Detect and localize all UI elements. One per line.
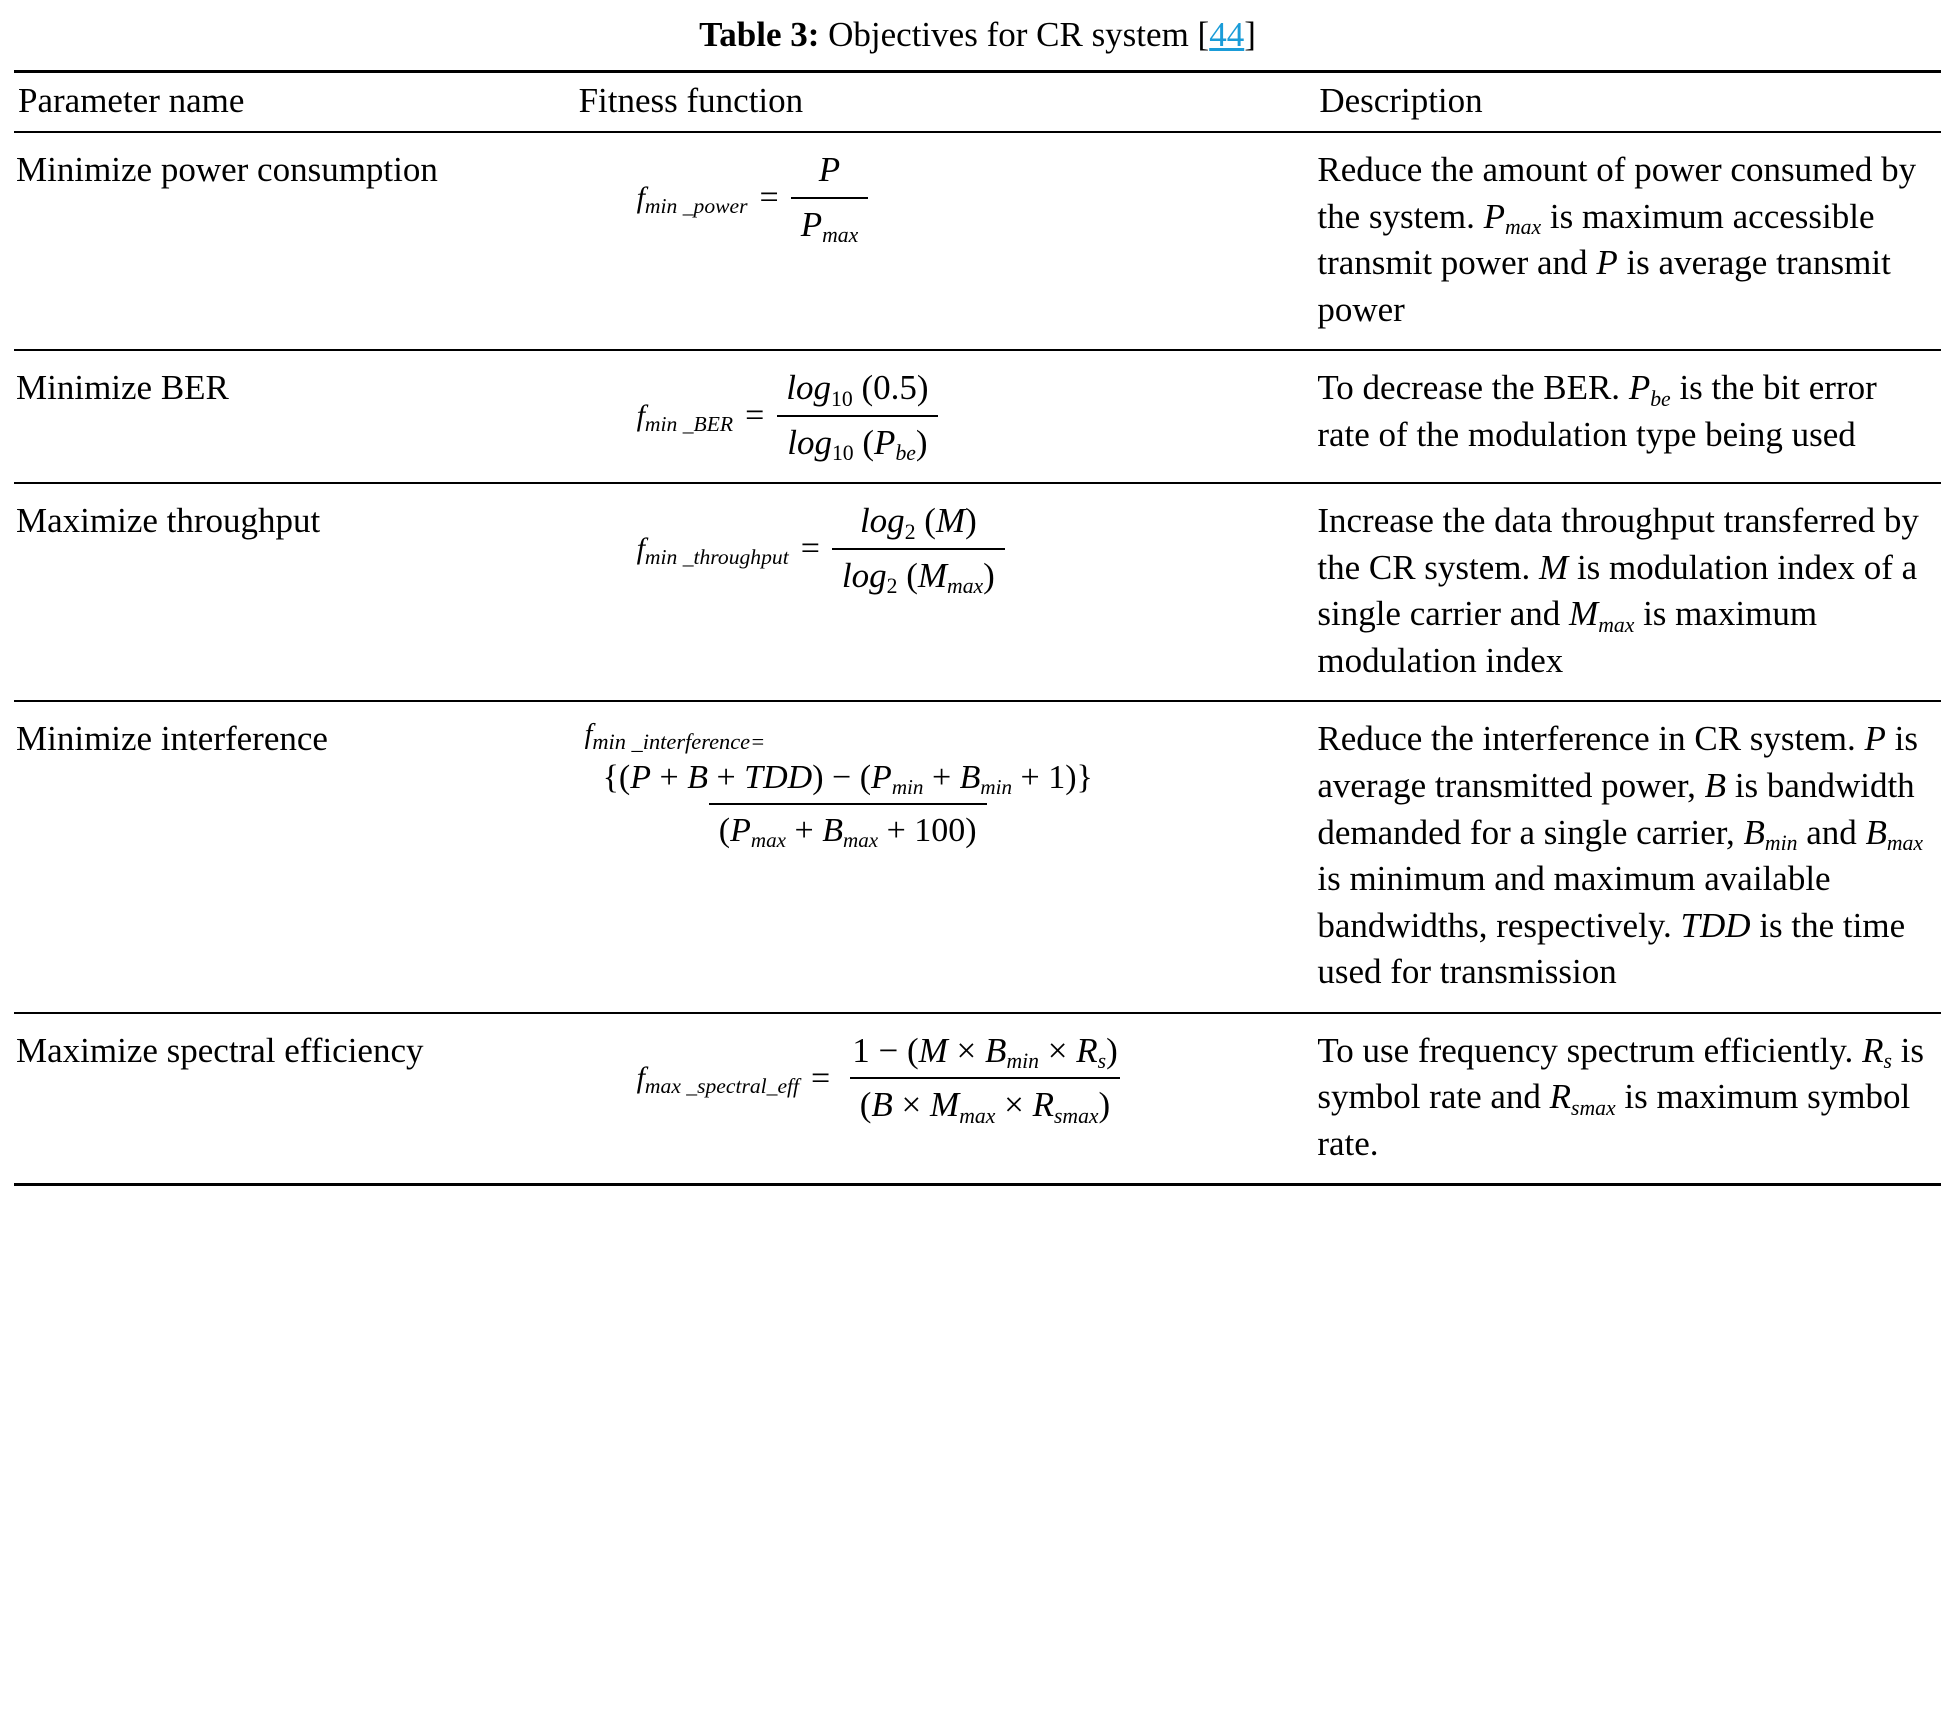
table-row xyxy=(14,1013,1941,1185)
header-fitness-function: Fitness function xyxy=(575,72,1316,133)
fraction-numerator: $\log_{10} (0.5)$ xyxy=(786,368,929,411)
table-row xyxy=(14,350,1941,483)
citation-link-44[interactable]: 44 xyxy=(1209,15,1245,54)
formula-name: $f_{max \_spectral\_eff}$ xyxy=(636,1061,800,1099)
equals-sign: = xyxy=(745,397,765,435)
row-fitness-function xyxy=(575,132,1316,350)
fraction-denominator: $(P_{max} + B_{max} + 100)$ xyxy=(709,803,987,853)
row-fitness-function xyxy=(575,1013,1316,1185)
row-parameter-name: Maximize spectral efficiency xyxy=(14,1013,575,1185)
row-parameter-name: Minimize interference xyxy=(14,701,575,1012)
row-description: To use frequency spectrum efficiently. $R_s$ is symbol rate and $R_{smax}$ is maximum symbol rate. xyxy=(1315,1013,1941,1185)
caption-bracket-close: ] xyxy=(1244,15,1256,54)
row-fitness-function xyxy=(575,350,1316,483)
header-parameter-name: Parameter name xyxy=(14,72,575,133)
fraction-denominator: $P_{max}$ xyxy=(791,197,869,249)
objectives-table xyxy=(14,70,1941,1186)
fraction xyxy=(593,755,1103,853)
fraction-numerator: $\log_2 (M)$ xyxy=(859,501,977,544)
row-description: Reduce the interference in CR system. P is average transmitted power, B is bandwidth demanded for a single carrier, $B_{min}$ and $B_{max}$ is minimum and maximum available bandwidths, respectively. TDD is the time used for transmission xyxy=(1315,701,1941,1012)
row-parameter-name: Minimize power consumption xyxy=(14,132,575,350)
row-fitness-function xyxy=(575,701,1316,1012)
equals-sign: = xyxy=(800,530,820,568)
fraction-numerator: $\{(P + B + TDD) - (P_{min} + B_{min} + 1)\}$ xyxy=(602,758,1093,800)
formula-min-interference xyxy=(577,716,1310,853)
equals-sign: = xyxy=(759,178,779,216)
fraction-numerator: $1 - (M \times B_{min} \times R_s)$ xyxy=(852,1030,1118,1074)
table-row xyxy=(14,701,1941,1012)
row-description: To decrease the BER. $P_{be}$ is the bit error rate of the modulation type being used xyxy=(1315,350,1941,483)
fraction-denominator: $\log_{10} (P_{be})$ xyxy=(777,415,937,467)
row-description: Increase the data throughput transferred by the CR system. M is modulation index of a single carrier and $M_{max}$ is maximum modulation index xyxy=(1315,483,1941,701)
caption-bracket-open: [ xyxy=(1197,15,1210,54)
table-row xyxy=(14,132,1941,350)
formula-min-power xyxy=(577,147,1310,248)
fraction-denominator: $(B \times M_{max} \times R_{smax})$ xyxy=(850,1077,1120,1129)
fraction-denominator: $\log_2 (M_{max})$ xyxy=(832,548,1005,600)
caption-label: Table 3: xyxy=(699,15,820,54)
row-description: Reduce the amount of power consumed by the system. $P_{max}$ is maximum accessible transmit power and P is average transmit power xyxy=(1315,132,1941,350)
formula-max-spectral-eff xyxy=(577,1028,1310,1129)
header-description: Description xyxy=(1315,72,1941,133)
fraction xyxy=(791,147,869,248)
formula-name: $f_{min \_throughput}$ xyxy=(636,531,789,569)
formula-name: $f_{min \_power}$ xyxy=(636,180,748,218)
formula-name: fmin _interference= xyxy=(584,719,766,755)
row-fitness-function xyxy=(575,483,1316,701)
fraction xyxy=(832,498,1005,599)
fraction-numerator: P xyxy=(818,150,841,189)
fraction xyxy=(776,365,938,466)
formula-name: $f_{min \_BER}$ xyxy=(636,398,734,436)
formula-min-ber xyxy=(577,365,1310,466)
formula-max-throughput xyxy=(577,498,1310,599)
table-row xyxy=(14,483,1941,701)
row-parameter-name: Minimize BER xyxy=(14,350,575,483)
table-header-row xyxy=(14,72,1941,133)
table-caption xyxy=(14,14,1941,56)
fraction xyxy=(842,1028,1127,1129)
row-parameter-name: Maximize throughput xyxy=(14,483,575,701)
caption-text: Objectives for CR system xyxy=(828,15,1189,54)
equals-sign: = xyxy=(811,1059,831,1097)
